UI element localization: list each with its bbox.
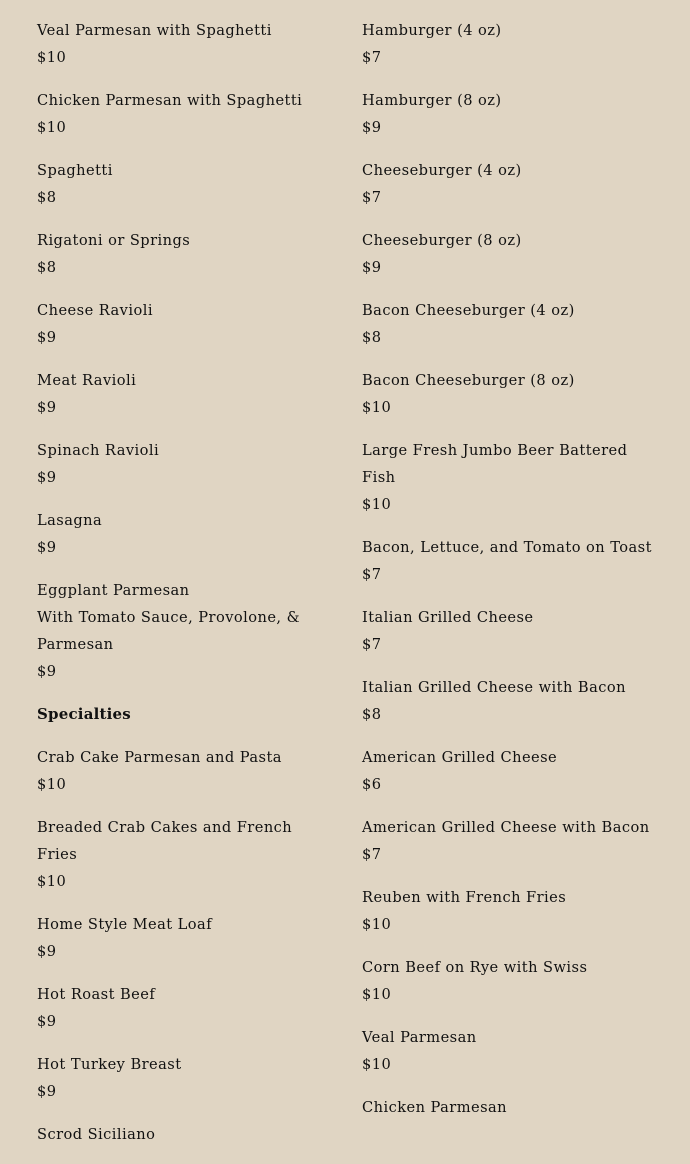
menu-item-price: $8 <box>37 259 57 276</box>
menu-item-name: Bacon Cheeseburger (4 oz) <box>362 302 575 319</box>
menu-item <box>37 981 337 1035</box>
menu-item <box>37 744 337 798</box>
menu-item-name: Cheeseburger (4 oz) <box>362 162 522 179</box>
menu-item-price: $7 <box>362 846 382 863</box>
menu-item-name: Cheeseburger (8 oz) <box>362 232 522 249</box>
menu-item <box>362 297 662 351</box>
menu-item <box>362 674 662 728</box>
menu-item <box>362 604 662 658</box>
menu-item-name: Cheese Ravioli <box>37 302 153 319</box>
menu-item-name: American Grilled Cheese with Bacon <box>362 819 650 836</box>
menu-item <box>362 954 662 1008</box>
menu-item <box>362 814 662 868</box>
menu-item <box>37 367 337 421</box>
menu-item-name: Spaghetti <box>37 162 113 179</box>
menu-item-price: $9 <box>362 119 382 136</box>
menu-item-price: $9 <box>362 259 382 276</box>
menu-item-name: Hamburger (4 oz) <box>362 22 502 39</box>
menu-item-name: Reuben with French Fries <box>362 889 567 906</box>
menu-item-price: $10 <box>362 916 392 933</box>
menu-item-price: $7 <box>362 49 382 66</box>
menu-item-price: $10 <box>37 49 67 66</box>
menu-item-name: Eggplant Parmesan <box>37 582 190 599</box>
menu-item-price: $10 <box>362 986 392 1003</box>
section-heading-specialties: Specialties <box>37 705 131 723</box>
menu-item <box>362 744 662 798</box>
menu-item <box>362 87 662 141</box>
menu-item-price: $7 <box>362 566 382 583</box>
menu-item-name: Veal Parmesan with Spaghetti <box>37 22 272 39</box>
menu-item <box>37 1051 337 1105</box>
menu-item-price: $10 <box>362 496 392 513</box>
menu-item <box>37 297 337 351</box>
menu-item <box>37 911 337 965</box>
menu-item-price: $7 <box>362 636 382 653</box>
menu-item <box>362 1024 662 1078</box>
menu-item-price: $10 <box>37 776 67 793</box>
menu-item-price: $9 <box>37 1013 57 1030</box>
menu-item-name: American Grilled Cheese <box>362 749 558 766</box>
menu-item-price: $8 <box>362 706 382 723</box>
menu-item <box>362 157 662 211</box>
menu-item-price: $9 <box>37 469 57 486</box>
menu-item-name: Crab Cake Parmesan and Pasta <box>37 749 282 766</box>
menu-item-name: Home Style Meat Loaf <box>37 916 213 933</box>
menu-item-price: $9 <box>37 663 57 680</box>
menu-item-price: $9 <box>37 1083 57 1100</box>
menu-item-price: $8 <box>362 329 382 346</box>
menu-item-name: Spinach Ravioli <box>37 442 160 459</box>
menu-item <box>362 884 662 938</box>
menu-item-name: Hamburger (8 oz) <box>362 92 502 109</box>
menu-right-column <box>362 17 662 1137</box>
menu-item-name: Chicken Parmesan <box>362 1099 508 1116</box>
menu-item-name: Bacon Cheeseburger (8 oz) <box>362 372 575 389</box>
menu-item-price: $9 <box>37 539 57 556</box>
menu-left-column <box>37 17 337 1164</box>
menu-item <box>362 227 662 281</box>
menu-item-price: $10 <box>362 1056 392 1073</box>
menu-item-price: $8 <box>37 189 57 206</box>
menu-item-price: $9 <box>37 329 57 346</box>
menu-item-price: $10 <box>37 119 67 136</box>
menu-item <box>37 577 337 685</box>
menu-item <box>362 367 662 421</box>
menu-item-name: Chicken Parmesan with Spaghetti <box>37 92 303 109</box>
menu-item-name: Veal Parmesan <box>362 1029 477 1046</box>
menu-item-name: Hot Roast Beef <box>37 986 156 1003</box>
menu-item <box>37 507 337 561</box>
menu-item <box>37 1121 337 1148</box>
menu-item-name: Corn Beef on Rye with Swiss <box>362 959 588 976</box>
menu-item-name: Italian Grilled Cheese <box>362 609 534 626</box>
menu-item <box>37 437 337 491</box>
menu-item-name: Breaded Crab Cakes and French Fries <box>37 819 293 863</box>
menu-item <box>37 814 337 895</box>
menu-item-description: With Tomato Sauce, Provolone, & Parmesan <box>37 609 301 653</box>
menu-item-price: $9 <box>37 399 57 416</box>
menu-item <box>37 87 337 141</box>
menu-item-price: $10 <box>362 399 392 416</box>
menu-item-name: Italian Grilled Cheese with Bacon <box>362 679 626 696</box>
menu-item-price: $6 <box>362 776 382 793</box>
menu-item <box>37 157 337 211</box>
menu-item <box>362 534 662 588</box>
menu-item-name: Hot Turkey Breast <box>37 1056 182 1073</box>
menu-item-price: $10 <box>37 873 67 890</box>
menu-item <box>362 17 662 71</box>
menu-item <box>362 1094 662 1121</box>
menu-item-name: Meat Ravioli <box>37 372 137 389</box>
menu-item-price: $9 <box>37 943 57 960</box>
menu-item-name: Scrod Siciliano <box>37 1126 156 1143</box>
menu-item <box>362 437 662 518</box>
menu-item-name: Rigatoni or Springs <box>37 232 191 249</box>
menu-item-price: $7 <box>362 189 382 206</box>
menu-item-name: Large Fresh Jumbo Beer Battered Fish <box>362 442 628 486</box>
menu-item-name: Lasagna <box>37 512 103 529</box>
menu-item-name: Bacon, Lettuce, and Tomato on Toast <box>362 539 652 556</box>
menu-item <box>37 227 337 281</box>
menu-item <box>37 17 337 71</box>
